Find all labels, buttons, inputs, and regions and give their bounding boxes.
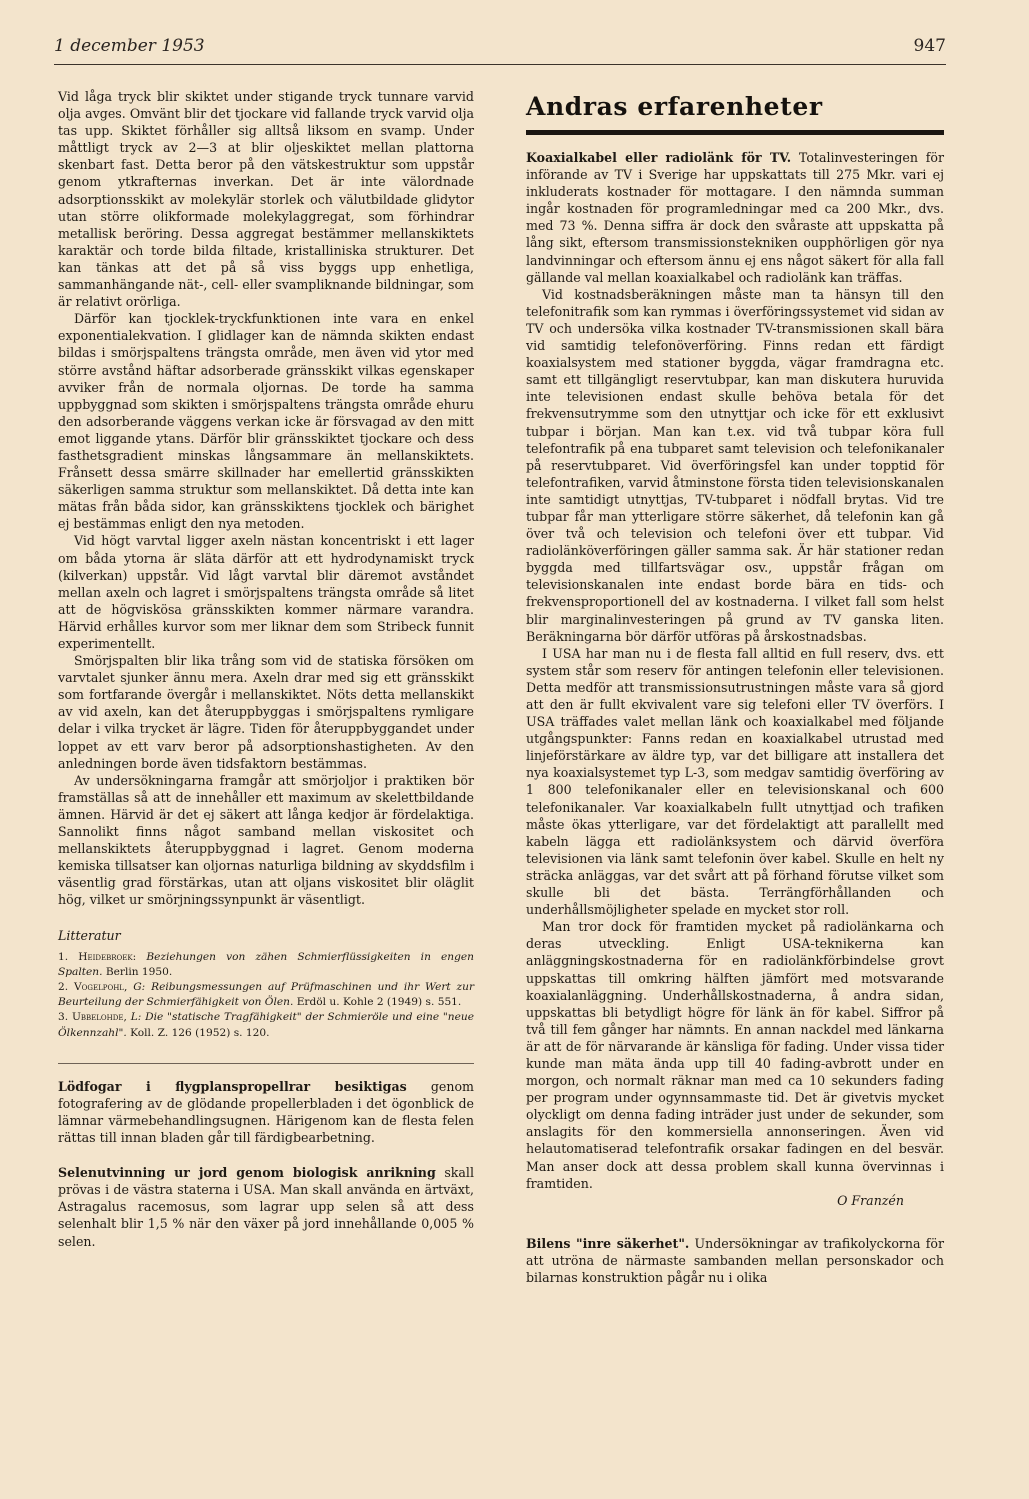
- reference-author: Ubbelohde,: [71, 1011, 127, 1024]
- news-item: [58, 1078, 474, 1146]
- page-header: [54, 34, 946, 65]
- body-paragraph: Smörjspalten blir lika trång som vid de statiska försöken om varvtalet sjunker ännu mera. Axeln drar med sig ett gränsskikt som fortfarande övergår i mellanskiktet. Nöts detta mellanskikt av vid axeln, kan det återuppbyggas i smörjspaltens rymligare delar i vilka trycket är lägre. Tiden för återuppbyggandet under loppet av ett varv beror på adsorptionshastigheten. Av den anledningen borde även tidsfaktorn bestämmas.: [58, 653, 474, 771]
- article-signature: O Franzén: [837, 1192, 904, 1208]
- reference-title: G: Reibungsmessungen auf Prüfmaschinen und ihr Wert zur Beurteilung der Schmierfähigkeit von Ölen.: [58, 981, 475, 1009]
- reference-item: [58, 950, 474, 980]
- article-lead: Koaxialkabel eller radiolänk för TV.: [526, 150, 792, 165]
- body-paragraph: Vid låga tryck blir skiktet under stigande tryck tunnare varvid olja avges. Omvänt blir det tjockare vid fallande tryck varvid olja tas upp. Skiktet förhåller sig alltså liksom en svamp. Under måttligt tryck av 2—3 at blir oljeskiktet mellan plattorna skenbart fast. Detta beror på den vätskestruktur som uppstår genom ytkrafternas inverkan. Det är inte välordnade adsorptionsskikt av molekylär storlek och välutbildade glidytor utan större olikformade molekylaggregat, som förhindrar metallisk beröring. Dessa aggregat bestämmer mellanskiktets karaktär och torde bilda filtade, kristalliniska strukturer. Det kan tänkas att det på så viss byggs upp enhetliga, sammanhängande nät-, cell- eller svampliknande bildningar, som är relativt orörliga.: [58, 89, 474, 310]
- left-column: [58, 88, 474, 1250]
- body-paragraph: Vid högt varvtal ligger axeln nästan koncentriskt i ett lager om båda ytorna är släta därför att ett hydrodynamiskt tryck (kilverkan) uppstår. Vid lågt varvtal blir däremot avståndet mellan axeln och lagret i smörjspaltens trängsta område så litet att de högviskösa gränsskikten kommer närmare varandra. Härvid erhålles kurvor som mer liknar dem som Stribeck funnit experimentellt.: [58, 533, 474, 651]
- reference-number: 1.: [58, 950, 69, 963]
- section-divider: [58, 1063, 474, 1064]
- news-item-text: Undersökningar av trafikolyckorna för att utröna de närmaste sambanden mellan personskador och bilarnas konstruktion pågår nu i olika: [526, 1235, 944, 1285]
- news-item: [526, 1235, 944, 1286]
- body-paragraph: Av undersökningarna framgår att smörjoljor i praktiken bör framställas så att de innehåller ett maximum av skelettbildande ämnen. Härvid är det ej säkert att långa kedjor är fördelaktiga. Sannolikt finns något samband mellan viskositet och mellanskiktets återuppbyggnad i lagret. Genom moderna kemiska tillsatser kan oljornas naturliga bildning av skyddsfilm i väsentlig grad förstärkas, utan att oljans viskositet blir oläglit hög, vilket ur smörjningssynpunkt är väsentligt.: [58, 772, 474, 908]
- reference-list: [58, 950, 474, 1041]
- body-paragraph: Därför kan tjocklek-tryckfunktionen inte vara en enkel exponentialekvation. I glidlager kan de nämnda skikten endast bildas i smörjspaltens trängsta område, men även vid ytor med större avstånd häftar adsorberade gränsskikt vilkas egenskaper avviker från de normala oljornas. De torde ha samma uppbyggnad som skikten i smörjspaltens trängsta område ehuru den adsorberande väggens verkan icke är försvagad av den mitt emot liggande ytans. Därför blir gränsskiktet tjockare och dess fasthetsgradient minskas långsammare än mellanskiktets. Frånsett dessa smärre skillnader har emellertid gränsskikten säkerligen samma struktur som mellanskiktet. Då detta inte kan mätas från båda sidor, kan gränsskiktens tjocklek och bärighet ej bestämmas enligt den nya metoden.: [58, 311, 474, 532]
- reference-title: Beziehungen von zähen Schmierflüssigkeiten in engen Spalten.: [58, 950, 474, 978]
- title-rule: [526, 130, 944, 135]
- reference-source: Koll. Z. 126 (1952) s. 120.: [130, 1026, 270, 1039]
- header-page-number: 947: [913, 36, 946, 56]
- article-text: Totalinvesteringen för införande av TV i Sverige har uppskattats till 275 Mkr. vari ej inkluderats kostnader för mottagare. I den nämnda summan ingår kostnaden för programledningar med ca 200 Mkr., dvs. med 73 %. Denna siffra är dock den svåraste att uppskatta på lång sikt, eftersom transmissionstekniken oupphörligen gör nya landvinningar och eftersom ännu ej ens något säkert för alla fall gällande val mellan koaxialkabel och radiolänk kan träffas.: [526, 150, 944, 285]
- reference-source: Erdöl u. Kohle 2 (1949) s. 551.: [296, 996, 462, 1009]
- article-paragraph: I USA har man nu i de flesta fall alltid en full reserv, dvs. ett system står som reserv för antingen telefonin eller televisionen. Detta medför att transmissionsutrustningen måste vara så gjord att den är fullt ekvivalent vare sig telefoni eller TV överförs. I USA träffades valet mellan länk och koaxialkabel med följande utgångspunkter: Fanns redan en koaxialkabel utrustad med linjeförstärkare av äldre typ, var det billigare att installera det nya koaxialsystemet typ L-3, som medgav samtidig överföring av 1 800 telefonikanaler eller en televisionskanal och 600 telefonikanaler. Var koaxialkabeln fullt utnyttjad och trafiken måste ökas ytterligare, var det fördelaktigt att parallellt med kabeln lägga ett radiolänksystem och därvid överföra televisionen via länk samt telefonin över kabel. Skulle en helt ny sträcka anläggas, var det svårt att på förhand förutse vilket som skulle bli det bästa. Terrängförhållanden och underhållsmöjligheter spelade en mycket stor roll.: [526, 645, 944, 918]
- right-column: [526, 88, 944, 1286]
- reference-title: L: Die "statische Tragfähigkeit" der Schmieröle und eine "neue Ölkennzahl".: [58, 1011, 474, 1039]
- article-paragraph: Man tror dock för framtiden mycket på radiolänkarna och deras utveckling. Enligt USA-teknikerna kan anläggningskostnaderna för en radiolänkförbindelse grovt uppskattas till omkring hälften jämfört med motsvarande koaxialanläggning. Underhållskostnaderna, å andra sidan, uppskattas bli betydligt högre för länk än för kabel. Siffror på två till fem gånger har nämnts. En annan nackdel med länkarna är att de för närvarande är känsliga för fading. Under vissa tider kunde man mäta ända upp till 40 fading-avbrott under en morgon, och normalt räknar man med ca 10 sekunders fading per program under ogynnsammaste tid. Det är givetvis mycket olyckligt om denna fading inträder just under de sekunder, som anslagits för den kommersiella annonseringen. Även vid helautomatiserad telefontrafik orsakar fadingen en del besvär. Man anser dock att dessa problem skall kunna övervinnas i framtiden.: [526, 919, 944, 1191]
- section-title: Andras erfarenheter: [526, 92, 823, 121]
- reference-item: [58, 1010, 474, 1040]
- reference-item: [58, 980, 474, 1010]
- news-item-lead: Selenutvinning ur jord genom biologisk anrikning: [58, 1165, 436, 1181]
- reference-source: Berlin 1950.: [105, 965, 173, 978]
- article-paragraph: [526, 149, 944, 286]
- reference-author: Heidebroek:: [78, 950, 137, 963]
- reference-number: 2.: [58, 981, 69, 993]
- news-item-text: genom fotografering av de glödande propellerbladen i det ögonblick de lämnar värmebehandlingsugnen. Härigenom kan de flesta felen rättas till innan bladen går till färdigbearbetning.: [58, 1078, 474, 1146]
- news-item-lead: Bilens "inre säkerhet".: [526, 1235, 690, 1251]
- news-item: [58, 1164, 474, 1249]
- reference-number: 3.: [58, 1011, 69, 1024]
- header-date: 1 december 1953: [54, 36, 205, 56]
- article-paragraph: Vid kostnadsberäkningen måste man ta hänsyn till den telefonitrafik som kan rymmas i överföringssystemet vid sidan av TV och undersöka vilka kostnader TV-transmissionen skall bära vid samtidig telefonöverföring. Finns redan ett färdigt koaxialsystem med stationer byggda, vägar framdragna etc. samt ett tillgängligt reservtubpar, kan man diskutera huruvida inte televisionen endast skulle behöva betala för det frekvensutrymme som den utnyttjar och icke för ett exklusivt tubpar i början. Man kan t.ex. vid två tubpar köra full telefontrafik på ena tubparet samt television och telefonikanaler på reservtubparet. Vid överföringsfel kan under topptid för telefontrafiken, varvid åtminstone första tiden televisionskanalen inte samtidigt utnyttjas, TV-tubparet i nödfall brytas. Vid tre tubpar får man ytterligare större säkerhet, då telefonin kan gå över två och television och telefoni över ett tubpar. Vid radiolänköverföringen gäller samma sak. Är här stationer redan byggda med tillfartsvägar osv., uppstår frågan om televisionskanalen inte endast borde bära en tids- och frekvensproportionell del av kostnaderna. I vilket fall som helst blir marginalinvesteringen på grund av TV ganska liten. Beräkningarna bör därför utföras på årskostnadsbas.: [526, 286, 944, 644]
- literature-heading: Litteratur: [58, 927, 121, 943]
- reference-author: Vogelpohl,: [74, 981, 128, 993]
- news-item-text: skall prövas i de västra staterna i USA. Man skall använda en ärtväxt, Astragalus racemosus, som lagrar upp selen så att dess selenhalt blir 1,5 % när den växer på jord innehållande 0,005 % selen.: [58, 1165, 474, 1249]
- news-item-lead: Lödfogar i flygplanspropellrar besiktigas: [58, 1078, 407, 1094]
